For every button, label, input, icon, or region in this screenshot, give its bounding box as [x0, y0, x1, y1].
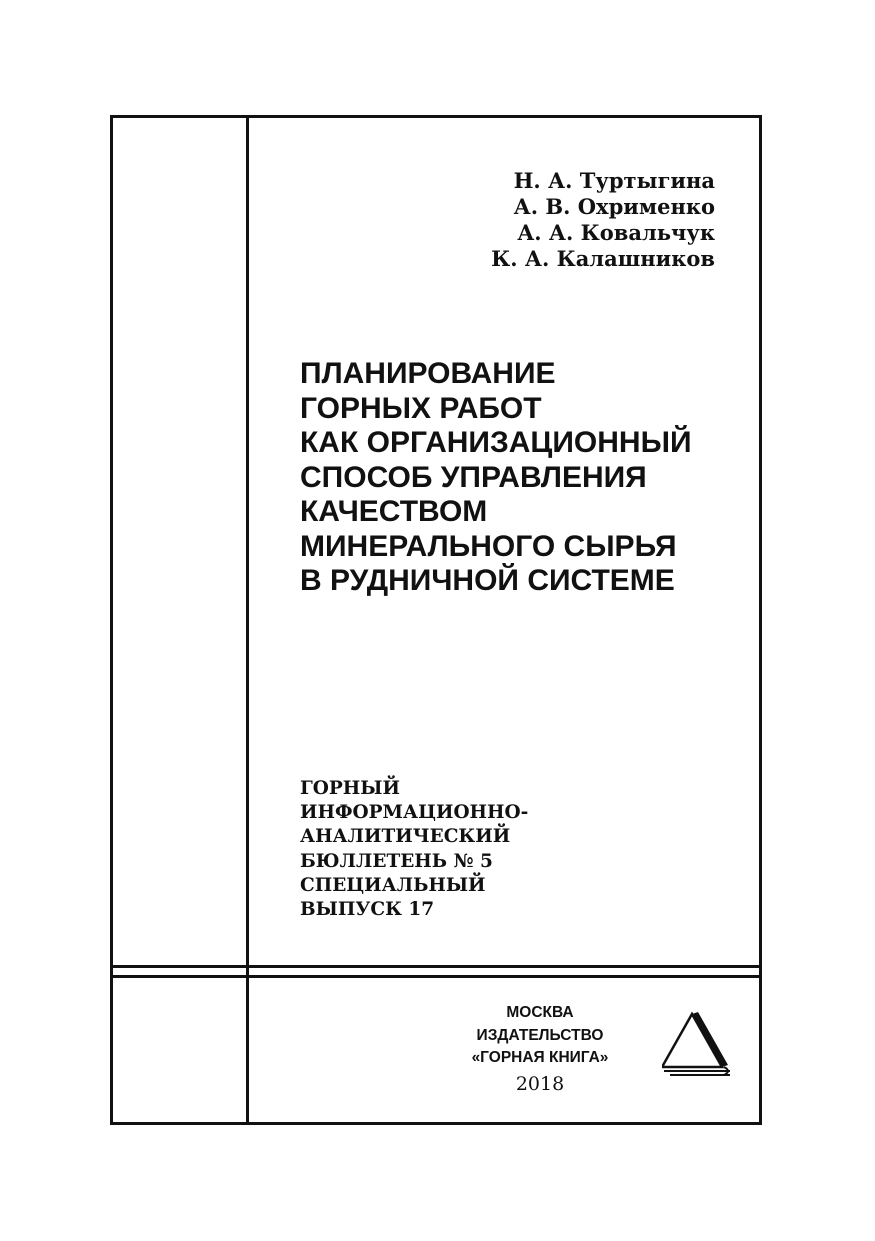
author-name: А. А. Ковальчук	[517, 220, 715, 245]
series-line: СПЕЦИАЛЬНЫЙ	[300, 874, 486, 896]
series-line: ВЫПУСК 17	[300, 899, 435, 921]
publisher-city: МОСКВА	[506, 1004, 574, 1021]
title-line: ГОРНЫХ РАБОТ	[300, 391, 542, 425]
title-line: ПЛАНИРОВАНИЕ	[300, 357, 556, 390]
mountain-book-logo-icon	[662, 1010, 732, 1085]
title-line: МИНЕРАЛЬНОГО СЫРЬЯ	[300, 529, 677, 563]
series-line: АНАЛИТИЧЕСКИЙ	[300, 826, 511, 848]
book-title	[300, 357, 740, 599]
vertical-rule	[246, 115, 249, 1125]
series-line: ИНФОРМАЦИОННО-	[300, 802, 529, 824]
title-line: В РУДНИЧНОЙ СИСТЕМЕ	[300, 564, 675, 597]
title-line: КАЧЕСТВОМ	[300, 495, 488, 528]
series-line: БЮЛЛЕТЕНЬ № 5	[300, 850, 493, 872]
author-name: А. В. Охрименко	[513, 194, 715, 219]
title-line: КАК ОРГАНИЗАЦИОННЫЙ	[300, 426, 692, 459]
author-name: К. А. Калашников	[491, 246, 715, 271]
horizontal-rule-bottom	[110, 975, 762, 978]
publication-year: 2018	[515, 1072, 565, 1095]
title-line: СПОСОБ УПРАВЛЕНИЯ	[300, 460, 647, 494]
series-block	[300, 777, 560, 922]
author-name: Н. А. Туртыгина	[513, 168, 715, 193]
publisher-house: ИЗДАТЕЛЬСТВО	[476, 1026, 604, 1044]
authors-block	[491, 168, 715, 272]
publisher-name: «ГОРНАЯ КНИГА»	[471, 1049, 609, 1066]
horizontal-rule-top	[110, 965, 762, 968]
series-line: ГОРНЫЙ	[300, 778, 400, 799]
publisher-block	[420, 1002, 660, 1097]
